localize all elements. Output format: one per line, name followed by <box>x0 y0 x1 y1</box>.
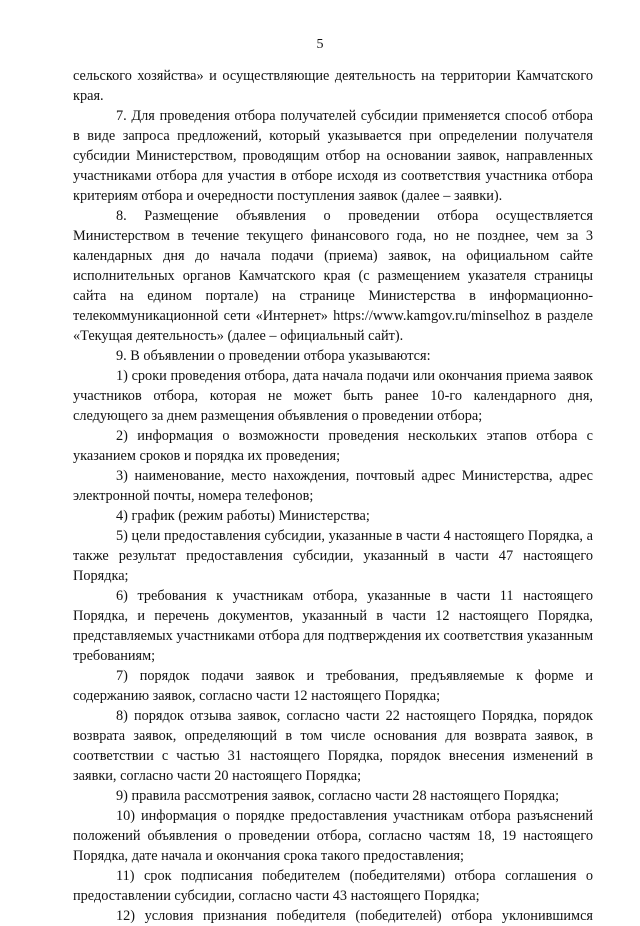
page-number: 5 <box>316 37 324 52</box>
list-item-3: 3) наименование, место нахождения, почтовый адрес Министерства, адрес электронной почты, номера телефонов; <box>73 468 593 504</box>
paragraph-9: 9. В объявлении о проведении отбора указываются: <box>116 348 431 364</box>
list-item-5: 5) цели предоставления субсидии, указанные в части 4 настоящего Порядка, а также результат предоставления субсидии, указанный в части 47 настоящего Порядка; <box>73 528 593 584</box>
list-item-8: 8) порядок отзыва заявок, согласно части 22 настоящего Порядка, порядок возврата заявок, определяющий в том числе основания для возврата заявок, в соответствии с частью 31 настоящего Порядка, порядок внесения изменений в заявки, согласно части 20 настоящего Порядка; <box>73 708 593 784</box>
paragraph-8: 8. Размещение объявления о проведении отбора осуществляется Министерством в течение текущего финансового года, но не позднее, чем за 3 календарных дня до начала подачи (приема) заявок, на официальном сайте исполнительных органов Камчатского края (с размещением указателя страницы сайта на едином портале) на странице Министерства в информационно-телекоммуникационной сети «Интернет» https://www.kamgov.ru/minselhoz в разделе «Текущая деятельность» (далее – официальный сайт). <box>73 208 593 344</box>
paragraph-continuation: сельского хозяйства» и осуществляющие деятельность на территории Камчатского края. <box>73 68 593 104</box>
list-item-11: 11) срок подписания победителем (победителями) отбора соглашения о предоставлении субсидии, согласно части 43 настоящего Порядка; <box>73 868 593 904</box>
paragraph-7: 7. Для проведения отбора получателей субсидии применяется способ отбора в виде запроса предложений, который указывается при определении получателя субсидии Министерством, проводящим отбор на основании заявок, направленных участниками отбора для участия в отборе исходя из соответствия участника отбора критериям отбора и очередности поступления заявок (далее – заявки). <box>73 108 593 204</box>
list-item-6: 6) требования к участникам отбора, указанные в части 11 настоящего Порядка, и перечень документов, указанный в части 12 настоящего Порядка, представляемых участниками отбора для подтверждения их соответствия указанным требованиям; <box>73 588 593 664</box>
list-item-9: 9) правила рассмотрения заявок, согласно части 28 настоящего Порядка; <box>116 788 560 804</box>
document-body <box>73 66 593 926</box>
list-item-2: 2) информация о возможности проведения нескольких этапов отбора с указанием сроков и порядка их проведения; <box>73 428 593 464</box>
list-item-4: 4) график (режим работы) Министерства; <box>116 508 370 524</box>
list-item-12: 12) условия признания победителя (победителей) отбора уклонившимся <box>116 908 593 924</box>
list-item-10: 10) информация о порядке предоставления участникам отбора разъяснений положений объявления о проведении отбора, согласно частям 18, 19 настоящего Порядка, дате начала и окончания срока такого предоставления; <box>73 808 593 864</box>
list-item-1: 1) сроки проведения отбора, дата начала подачи или окончания приема заявок участников отбора, которая не может быть ранее 10-го календарного дня, следующего за днем размещения объявления о проведении отбора; <box>73 368 593 424</box>
list-item-7: 7) порядок подачи заявок и требования, предъявляемые к форме и содержанию заявок, согласно части 12 настоящего Порядка; <box>73 668 593 704</box>
